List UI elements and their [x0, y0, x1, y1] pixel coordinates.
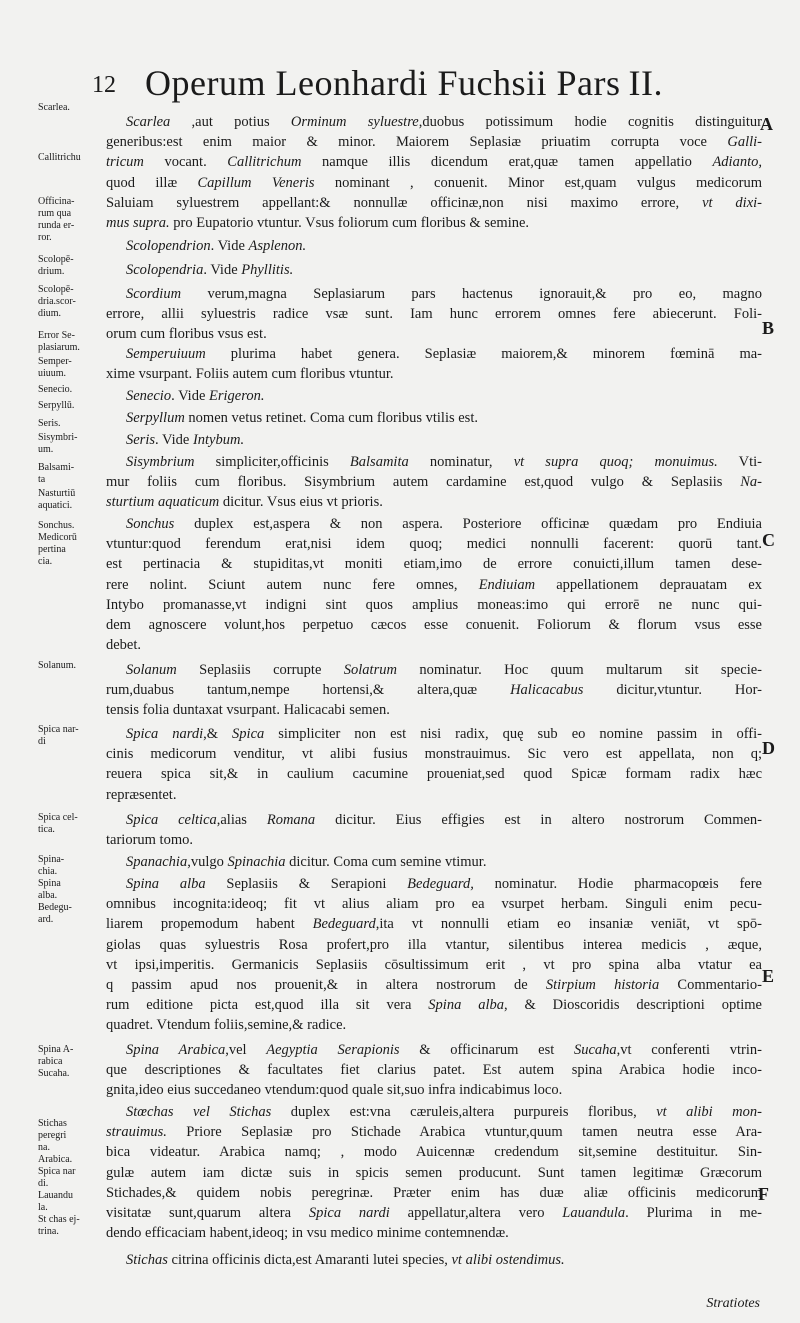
text-run: vocant.: [143, 154, 228, 171]
marginal-note-line: Senecio.: [38, 384, 73, 395]
page-number: 12: [92, 72, 116, 98]
italic-term: Intybum.: [192, 432, 245, 448]
text-run: visitatæ sunt,quarum altera: [106, 1205, 309, 1222]
marginal-note-line: Spica nar-: [38, 724, 79, 735]
text-run: ,vt conferenti vtrin-: [616, 1042, 762, 1058]
text-run: vt ipsi,imperitis. Germanicis Seplasiis cōsultissimum erit , vt pro spina alba vtatur ea: [106, 956, 762, 973]
text-line: [106, 852, 762, 872]
text-run: nominant , conuenit. Minor est,quam vulgus medicorum: [314, 174, 762, 191]
marginal-note-line: ta: [38, 474, 46, 485]
text-line: [106, 680, 762, 700]
text-run: dicitur. Vsus eius vt prioris.: [219, 494, 383, 511]
italic-term: Scolopendrion: [126, 238, 211, 254]
text-line: [106, 236, 762, 256]
text-run: . Vide: [210, 238, 249, 254]
italic-term: Spanachia: [126, 854, 188, 870]
text-run: Saluiam syluestrem appellant:& nonnullæ officinæ,non nisi maximo errore,: [106, 194, 703, 211]
running-title: Operum Leonhardi Fuchsii Pars: [145, 63, 621, 103]
marginal-note: [38, 400, 98, 412]
italic-term: Senecio: [126, 388, 172, 404]
text-run: rum,duabus tantum,nempe hortensi,& altera,quæ: [106, 682, 511, 699]
marginal-note-line: alba.: [38, 890, 58, 901]
text-run: simpliciter non est nisi radix, quę sub eo nomine passim in offi-: [264, 726, 762, 742]
marginal-note-line: pertina: [38, 544, 66, 555]
italic-term: Seris: [126, 432, 155, 448]
entry-paragraph: [106, 408, 762, 428]
marginal-note-line: Seris.: [38, 418, 61, 429]
italic-term: Spica: [232, 726, 265, 742]
entry-paragraph: [106, 452, 762, 513]
text-run: Seplasiis corrupte: [176, 662, 344, 678]
margin-letter: E: [762, 966, 775, 986]
italic-term: Aegyptia Serapionis: [266, 1042, 400, 1058]
marginal-note-line: di.: [38, 1178, 49, 1189]
marginal-note-line: Officina-: [38, 196, 75, 207]
text-line: [106, 193, 762, 213]
marginal-note: [38, 356, 98, 380]
text-line: [106, 700, 762, 720]
italic-term: Galli-: [727, 134, 762, 151]
text-run: ,aut potius: [170, 114, 291, 130]
text-run: appellationem deprauatam ex: [535, 576, 762, 593]
italic-term: vt alibi ostendimus.: [451, 1252, 565, 1268]
marginal-note-line: Error Se-: [38, 330, 75, 341]
italic-term: Halicacabus: [510, 682, 584, 699]
text-line: [106, 874, 762, 894]
italic-term: Romana: [266, 812, 316, 828]
text-line: [106, 975, 762, 995]
text-run: mur foliis cum floribus. Sisymbrium autem cardamine est,quod vulgo & Seplasiis: [106, 474, 741, 491]
text-line: [106, 472, 762, 492]
text-line: [106, 408, 762, 428]
italic-term: Semperuiuum: [126, 346, 206, 362]
italic-term: Erigeron.: [209, 388, 265, 404]
text-line: [106, 894, 762, 914]
entry-paragraph: [106, 112, 762, 233]
text-run: repræsentet.: [106, 786, 177, 803]
margin-letter: A: [760, 114, 773, 134]
text-run: duplex est:vna cæruleis,altera purpureis floribus,: [271, 1104, 657, 1120]
marginal-note-line: chia.: [38, 866, 58, 877]
marginal-note-line: Bedegu-: [38, 902, 72, 913]
entry-paragraph: [106, 1102, 762, 1243]
text-line: [106, 635, 762, 655]
italic-term: Sucaha: [573, 1042, 617, 1058]
text-line: [106, 284, 762, 304]
text-line: [106, 492, 762, 512]
marginal-note-line: uiuum.: [38, 368, 67, 379]
marginal-note-line: Spica nar: [38, 1166, 76, 1177]
italic-term: Orminum syluestre: [290, 114, 419, 130]
marginal-note: [38, 330, 98, 354]
marginal-note-line: Sonchus.: [38, 520, 75, 531]
text-run: cinis medicorum venditur, vt alibi fusius monstrauimus. Sic vero est appellata, non q;: [106, 746, 762, 763]
text-line: [106, 1183, 762, 1203]
marginal-note-line: Spina-: [38, 854, 65, 865]
catchword: Stratiotes: [706, 1296, 760, 1311]
entry-paragraph: [106, 514, 762, 655]
text-run: , & Dioscoridis descriptioni optime: [503, 997, 762, 1014]
marginal-note-line: Semper-: [38, 356, 72, 367]
italic-term: Spinachia: [227, 854, 286, 870]
text-line: [106, 1015, 762, 1035]
italic-term: Serpyllum: [126, 410, 185, 426]
text-run: tariorum tomo.: [106, 832, 193, 849]
marginal-note: [38, 462, 98, 486]
entry-paragraph: [106, 724, 762, 805]
entry-paragraph: [106, 1250, 762, 1270]
italic-term: Spina Arabica: [126, 1042, 226, 1058]
marginal-note: [38, 152, 98, 164]
text-run: reuera spica sit,& in caulium cacumine proueniat,sed quod Spicæ formam radix hæc: [106, 766, 762, 783]
italic-term: Capillum Veneris: [197, 174, 315, 191]
text-line: [106, 364, 762, 384]
marginal-note-line: Spica cel-: [38, 812, 78, 823]
marginal-note-line: na.: [38, 1142, 50, 1153]
text-run: vtuntur:quod ferendum erat,nisi idem quoq; medici nonnulli facerent: quorū tant.: [106, 536, 762, 553]
text-line: [106, 810, 762, 830]
marginal-note-line: aquatici.: [38, 500, 73, 511]
italic-term: Endiuiam: [478, 576, 536, 593]
marginal-note-line: Nasturtiū: [38, 488, 76, 499]
entry-paragraph: [106, 810, 762, 850]
entry-paragraph: [106, 344, 762, 384]
text-line: [106, 785, 762, 805]
text-line: [106, 1122, 762, 1142]
marginal-note-line: Solanum.: [38, 660, 77, 671]
text-run: ,duobus potissimum hodie cognitis distinguitur: [418, 114, 762, 130]
marginal-note: [38, 384, 98, 396]
running-head: [0, 62, 800, 104]
marginal-note-line: dria.scor-: [38, 296, 76, 307]
text-run: Intybo promanasse,vt indigni sint quos amplius moneas:imo qui errorē ne nunc qui-: [106, 596, 762, 613]
text-line: [106, 152, 762, 172]
text-line: [106, 304, 762, 324]
text-line: [106, 260, 762, 280]
italic-term: vt supra quoq; monuimus.: [513, 454, 718, 470]
text-line: [106, 595, 762, 615]
marginal-note-line: Sisymbri-: [38, 432, 78, 443]
text-run: que descriptiones & facultates fiet clarius patet. Est autem spina Arabica hodie inco-: [106, 1062, 762, 1079]
italic-term: Sonchus: [126, 516, 175, 532]
text-run: xime vsurpant. Foliis autem cum floribus vtuntur.: [106, 366, 394, 383]
text-line: [106, 132, 762, 152]
text-run: ,alias: [216, 812, 267, 828]
italic-term: Sisymbrium: [126, 454, 195, 470]
text-run: tensis folia duntaxat vsurpant. Halicacabi semen.: [106, 702, 390, 719]
marginal-note-line: Medicorū: [38, 532, 77, 543]
text-run: est pertinacia & stupiditas,vt moniti etiam,imo de errore conuicti,illum tamen dese-: [106, 556, 762, 573]
text-run: generibus:est enim maior & minor. Maiorem Seplasiæ priuatim corrupta voce: [106, 134, 728, 151]
italic-term: mus supra.: [106, 215, 170, 232]
marginal-note-line: plasiarum.: [38, 342, 80, 353]
entry-paragraph: [106, 260, 762, 280]
margin-letter: C: [762, 530, 775, 550]
text-run: pro Eupatorio vtuntur. Vsus foliorum cum floribus & semine.: [169, 215, 530, 232]
marginal-note-line: Balsami-: [38, 462, 75, 473]
marginal-note-line: Scolopē-: [38, 254, 74, 265]
text-line: [106, 1142, 762, 1162]
text-line: [106, 386, 762, 406]
italic-term: Spica celtica: [126, 812, 217, 828]
text-run: . Vide: [155, 432, 193, 448]
text-line: [106, 724, 762, 744]
text-run: simpliciter,officinis: [194, 454, 350, 470]
marginal-note-line: um.: [38, 444, 54, 455]
marginal-note-line: Lauandu: [38, 1190, 73, 1201]
text-run: Seplasiis & Serapioni: [205, 876, 408, 892]
text-run: plurima habet genera. Seplasiæ maiorem,& minorem fœminā ma-: [205, 346, 762, 362]
entry-paragraph: [106, 852, 762, 872]
text-run: quod illæ: [106, 174, 198, 191]
text-run: & officinarum est: [399, 1042, 574, 1058]
text-line: [106, 1080, 762, 1100]
text-line: [106, 514, 762, 534]
text-line: [106, 430, 762, 450]
marginal-note-line: St chas ej-: [38, 1214, 80, 1225]
text-line: [106, 660, 762, 680]
marginal-note-line: Sucaha.: [38, 1068, 70, 1079]
text-run: Stichades,& quidem nobis peregrinæ. Præter enim has duæ aliæ officinis medicorum: [106, 1184, 762, 1201]
text-run: . Vide: [171, 388, 210, 404]
text-line: [106, 764, 762, 784]
marginal-note-line: dium.: [38, 308, 62, 319]
marginal-note-line: tica.: [38, 824, 55, 835]
italic-term: tricum: [106, 154, 144, 171]
text-line: [106, 1223, 762, 1243]
text-line: [106, 1163, 762, 1183]
entry-paragraph: [106, 874, 762, 1036]
marginal-note-line: Scarlea.: [38, 102, 70, 113]
text-run: Vti-: [717, 454, 762, 470]
text-line: [106, 1040, 762, 1060]
text-line: [106, 575, 762, 595]
text-line: [106, 452, 762, 472]
entry-paragraph: [106, 660, 762, 721]
entry-paragraph: [106, 386, 762, 406]
text-run: dendo efficaciam habent,ideoq; in vsu medico minime contemnendæ.: [106, 1225, 509, 1242]
text-run: Priore Seplasiæ pro Stichade Arabica vtuntur,quum tamen neutra esse Ara-: [166, 1124, 762, 1141]
marginal-note-line: Arabica.: [38, 1154, 73, 1165]
text-run: nominatur,: [408, 454, 514, 470]
marginal-note-line: cia.: [38, 556, 53, 567]
text-line: [106, 534, 762, 554]
margin-letter: F: [758, 1184, 769, 1204]
text-run: quadret. Vtendum foliis,semine,& radice.: [106, 1017, 347, 1034]
text-line: [106, 914, 762, 934]
part-number: II.: [628, 63, 663, 103]
italic-term: Bedeguard: [312, 916, 376, 933]
italic-term: Balsamita: [349, 454, 409, 470]
italic-term: Na-: [740, 474, 762, 491]
text-run: verum,magna Seplasiarum pars hactenus ignorauit,& pro eo, magno: [181, 286, 762, 302]
italic-term: vt dixi-: [702, 194, 762, 211]
text-run: q passim apud nos prouenit,& in altera nostrorum de: [106, 977, 546, 994]
text-line: [106, 615, 762, 635]
text-run: dicitur. Coma cum semine vtimur.: [285, 854, 487, 870]
text-line: [106, 1102, 762, 1122]
text-run: nominatur. Hodie pharmacopœis fere: [473, 876, 762, 892]
marginal-note: [38, 102, 98, 114]
text-line: [106, 1203, 762, 1223]
marginal-note: [38, 254, 98, 278]
italic-term: Callitrichum: [227, 154, 302, 171]
marginal-note: [38, 1118, 98, 1238]
marginal-note: [38, 488, 98, 512]
italic-term: Stichas: [126, 1252, 168, 1268]
italic-term: Bedeguard,: [407, 876, 474, 892]
marginal-note-line: ror.: [38, 232, 52, 243]
text-line: [106, 344, 762, 364]
text-line: [106, 995, 762, 1015]
text-run: rum editione picta est,quod illa sit vera: [106, 997, 429, 1014]
text-run: namque illis dicendum erat,quæ tamen appellatio: [301, 154, 713, 171]
italic-term: Scordium: [126, 286, 182, 302]
text-run: liarem propemodum habent: [106, 916, 313, 933]
italic-term: Stœchas vel Stichas: [126, 1104, 272, 1120]
text-line: [106, 955, 762, 975]
text-line: [106, 324, 762, 344]
margin-letter: B: [762, 318, 775, 338]
text-run: orum cum floribus vsus est.: [106, 326, 267, 343]
text-run: appellatur,altera vero: [389, 1205, 563, 1222]
marginal-note-line: rum qua: [38, 208, 72, 219]
marginal-note-line: ard.: [38, 914, 54, 925]
text-run: ,vel: [225, 1042, 267, 1058]
text-run: giolas quas syluestris Rosa profert,pro illa vtantur, silentibus interea medicis , æque,: [106, 936, 762, 953]
margin-letter: D: [762, 738, 775, 758]
text-line: [106, 213, 762, 233]
text-run: rere nolint. Sciunt autem nunc fere omnes,: [106, 576, 479, 593]
marginal-note: [38, 520, 98, 568]
italic-term: Lauandula: [562, 1205, 626, 1222]
italic-term: Stirpium historia: [545, 977, 660, 994]
text-line: [106, 554, 762, 574]
text-run: errore, allii syluestris radice vsæ sunt. Iam hunc errorem omnes fere abiecerunt. Foli-: [106, 306, 762, 323]
text-run: omnibus incognita:ideoq; fit vt alius aliam pro ea vsurpet herbam. Singuli enim pecu-: [106, 896, 762, 913]
text-run: citrina officinis dicta,est Amaranti lutei species,: [167, 1252, 452, 1268]
text-run: nominatur. Hoc quum multarum sit specie-: [396, 662, 762, 678]
italic-term: Spina alba: [428, 997, 504, 1014]
marginal-note: [38, 724, 98, 748]
marginal-note: [38, 1044, 98, 1080]
italic-term: strauimus.: [106, 1124, 167, 1141]
text-run: . Plurima in me-: [625, 1205, 762, 1222]
marginal-note: [38, 854, 98, 926]
text-run: ,vulgo: [187, 854, 228, 870]
italic-term: Adianto,: [712, 154, 762, 171]
text-line: [106, 744, 762, 764]
text-run: . Vide: [203, 262, 242, 278]
marginal-note-line: trina.: [38, 1226, 59, 1237]
italic-term: Spica nardi: [308, 1205, 390, 1222]
text-line: [106, 830, 762, 850]
text-run: duplex est,aspera & non aspera. Posteriore officinæ quædam pro Endiuia: [174, 516, 762, 532]
marginal-note-line: Spina: [38, 878, 61, 889]
text-line: [106, 1060, 762, 1080]
italic-term: vt alibi mon-: [656, 1104, 762, 1120]
marginal-note: [38, 660, 98, 672]
marginal-note-line: rabica: [38, 1056, 63, 1067]
text-line: [106, 935, 762, 955]
text-run: dicitur,vtuntur. Hor-: [583, 682, 762, 699]
marginal-note-line: Scolopē-: [38, 284, 74, 295]
entry-paragraph: [106, 284, 762, 345]
text-run: bica videatur. Arabica namq; , modo Auicennæ credendum sit,semine destituitur. Sin-: [106, 1144, 762, 1161]
text-run: gulæ autem iam dictæ suis in spicis semen producunt. Sunt tamen legitimæ Græcorum: [106, 1164, 762, 1181]
marginal-note: [38, 196, 98, 244]
italic-term: Scolopendria: [126, 262, 204, 278]
text-line: [106, 1250, 762, 1270]
italic-term: Scarlea: [126, 114, 171, 130]
marginal-note-line: peregri: [38, 1130, 67, 1141]
marginal-note-line: Spina A-: [38, 1044, 74, 1055]
text-run: nomen vetus retinet. Coma cum floribus vtilis est.: [184, 410, 478, 426]
italic-term: Solanum: [126, 662, 177, 678]
marginal-note: [38, 418, 98, 430]
marginal-note-line: Callitrichu: [38, 152, 81, 163]
text-run: dicitur. Eius effigies est in altero nostrorum Commen-: [315, 812, 762, 828]
marginal-note: [38, 284, 98, 320]
entry-paragraph: [106, 236, 762, 256]
entry-paragraph: [106, 430, 762, 450]
marginal-note-line: di: [38, 736, 46, 747]
italic-term: Spica nardi: [126, 726, 204, 742]
text-run: Commentario-: [659, 977, 762, 994]
marginal-note-line: la.: [38, 1202, 48, 1213]
italic-term: Spina alba: [126, 876, 206, 892]
marginal-note-line: drium.: [38, 266, 65, 277]
text-line: [106, 173, 762, 193]
text-run: dem agnoscere volunt,hos perpetuo cæcos esse conuenit. Foliorum & florum vsus esse: [106, 617, 762, 634]
marginal-note-line: Serpyllū.: [38, 400, 75, 411]
text-run: ,&: [203, 726, 233, 742]
marginal-note-line: Stichas: [38, 1118, 67, 1129]
marginal-note: [38, 812, 98, 836]
marginal-note: [38, 432, 98, 456]
text-run: debet.: [106, 637, 142, 654]
entry-paragraph: [106, 1040, 762, 1101]
italic-term: Solatrum: [343, 662, 397, 678]
text-line: [106, 112, 762, 132]
text-run: ,ita vt nonnulli etiam eo insaniæ veniāt, vt spō-: [375, 916, 762, 933]
italic-term: Asplenon.: [248, 238, 307, 254]
text-run: gnita,ideo eius succedaneo vtendum:quod quale sit,suo infra indicabimus loco.: [106, 1082, 563, 1099]
italic-term: sturtium aquaticum: [106, 494, 220, 511]
italic-term: Phyllitis.: [241, 262, 294, 278]
marginal-note-line: runda er-: [38, 220, 75, 231]
